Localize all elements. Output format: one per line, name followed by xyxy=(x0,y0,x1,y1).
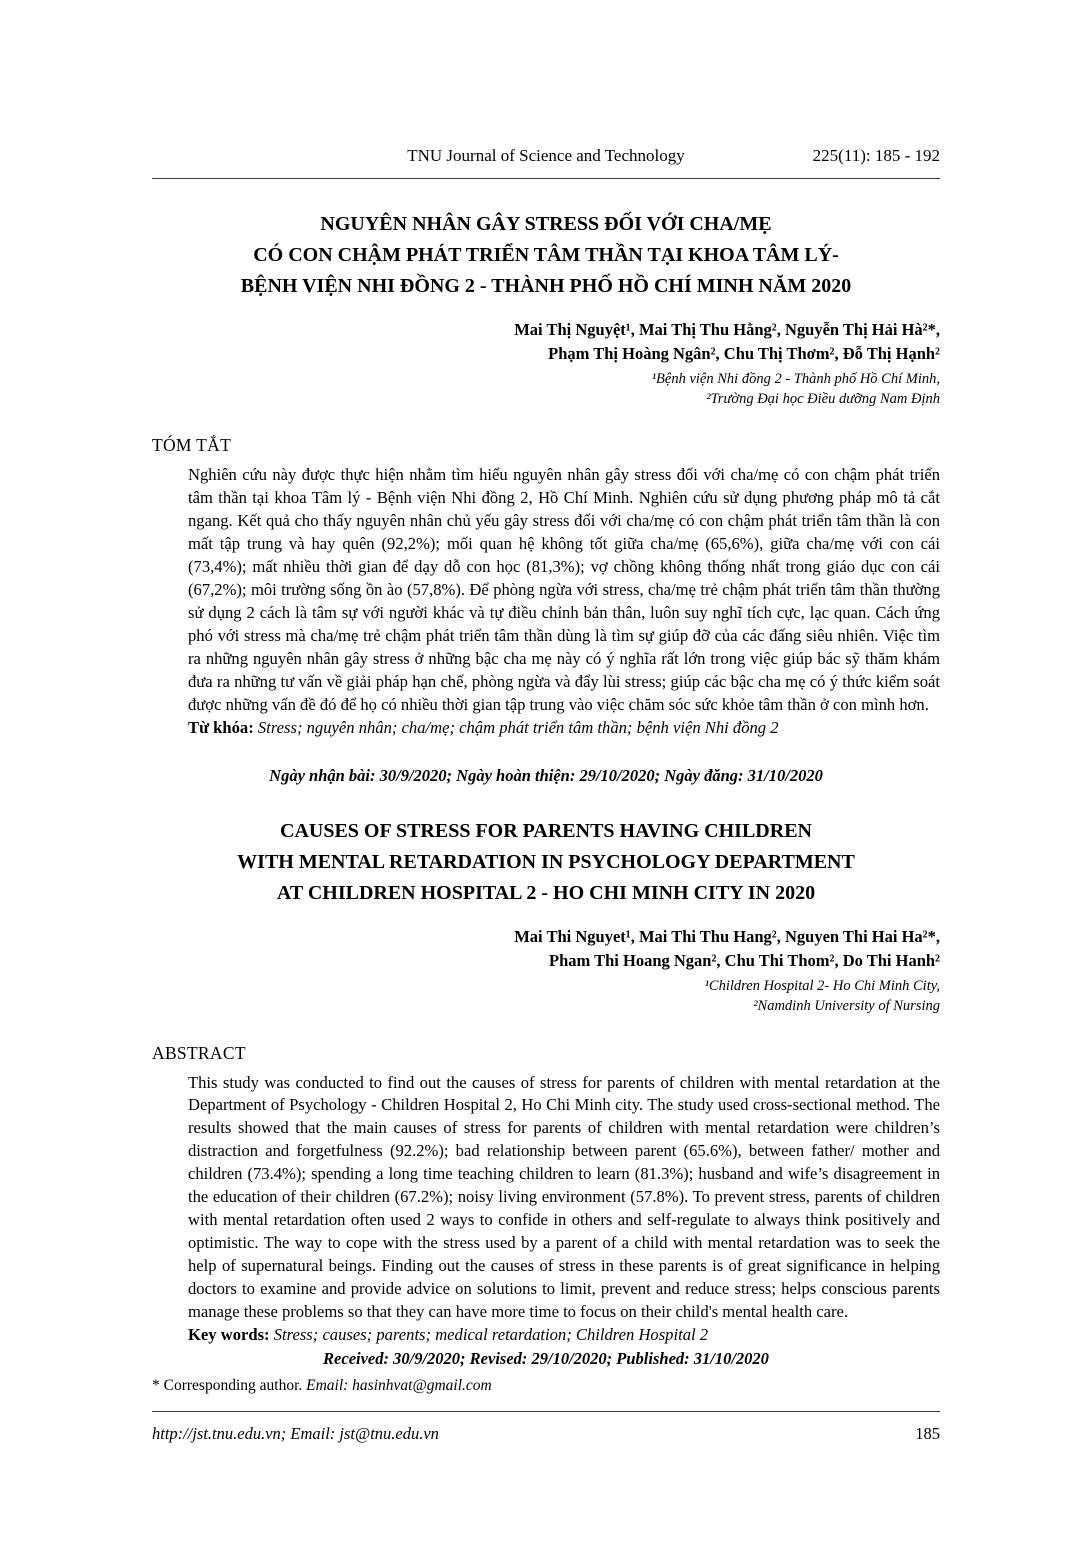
title-vi-line-2: CÓ CON CHẬM PHÁT TRIỂN TÂM THẦN TẠI KHOA TÂM LÝ- xyxy=(253,244,839,266)
affiliation-vi-line-2: ²Trường Đại học Điều dưỡng Nam Định xyxy=(706,391,940,408)
title-en-line-3: AT CHILDREN HOSPITAL 2 - HO CHI MINH CITY IN 2020 xyxy=(276,882,816,905)
corresponding-author-email: Email: hasinhvat@gmail.com xyxy=(306,1377,492,1395)
page-footer xyxy=(152,1412,940,1444)
authors-en-line-1: Mai Thi Nguyet¹, Mai Thi Thu Hang², Nguyen Thi Hai Ha²*, xyxy=(514,927,940,947)
authors-vietnamese xyxy=(152,318,940,366)
journal-name: TNU Journal of Science and Technology xyxy=(407,146,685,165)
keywords-vietnamese xyxy=(152,717,940,740)
keywords-english xyxy=(152,1324,940,1347)
affiliations-english xyxy=(152,976,940,1017)
journal-header xyxy=(152,146,940,166)
title-english xyxy=(152,816,940,909)
affiliation-en-line-2: ²Namdinh University of Nursing xyxy=(753,998,940,1015)
title-vi-line-3: BỆNH VIỆN NHI ĐỒNG 2 - THÀNH PHỐ HỒ CHÍ MINH NĂM 2020 xyxy=(240,275,852,297)
authors-vi-line-2: Phạm Thị Hoàng Ngân², Chu Thị Thơm², Đỗ Thị Hạnh² xyxy=(548,343,940,363)
authors-english xyxy=(152,925,940,973)
authors-vi-line-1: Mai Thị Nguyệt¹, Mai Thị Thu Hằng², Nguyễn Thị Hải Hà²*, xyxy=(514,320,940,339)
title-vi-line-1: NGUYÊN NHÂN GÂY STRESS ĐỐI VỚI CHA/MẸ xyxy=(320,213,772,235)
abstract-heading-english: ABSTRACT xyxy=(152,1042,246,1063)
dates-vietnamese: Ngày nhận bài: 30/9/2020; Ngày hoàn thiện: 29/10/2020; Ngày đăng: 31/10/2020 xyxy=(269,766,823,786)
abstract-heading-vietnamese: TÓM TẮT xyxy=(152,435,232,456)
keywords-terms-english: Stress; causes; parents; medical retardation; Children Hospital 2 xyxy=(273,1325,709,1345)
dates-english: Received: 30/9/2020; Revised: 29/10/2020; Published: 31/10/2020 xyxy=(323,1349,769,1369)
affiliation-vi-line-1: ¹Bệnh viện Nhi đồng 2 - Thành phố Hồ Chí Minh, xyxy=(651,370,940,387)
header-rule xyxy=(152,178,940,179)
title-en-line-2: WITH MENTAL RETARDATION IN PSYCHOLOGY DEPARTMENT xyxy=(237,851,855,874)
affiliations-vietnamese xyxy=(152,369,940,410)
corresponding-author-note xyxy=(152,1377,940,1395)
abstract-english: This study was conducted to find out the causes of stress for parents of children with mental retardation at the Department of Psychology - Children Hospital 2, Ho Chi Minh city. The study used cross-sectional method. The results showed that the main causes of stress for parents of children with mental retardation were children’s distraction and forgetfulness (92.2%); bad relationship between parent (65.6%), between father/ mother and children (73.4%); spending a long time teaching children to learn (81.3%); husband and wife’s disagreement in the education of their children (67.2%); noisy living environment (57.8%). To prevent stress, parents of children with mental retardation often used 2 ways to confide in others and self-regulate to always think positively and optimistic. The way to cope with the stress used by a parent of a child with mental retardation was to seek the help of supernatural beings. Finding out the causes of stress in these parents is of great significance in helping doctors to examine and provide advice on solutions to limit, prevent and reduce stress; helps conscious parents manage these problems so that they can have more time to focus on their child's mental health care. xyxy=(188,1072,940,1322)
journal-url: http://jst.tnu.edu.vn; Email: jst@tnu.edu.vn xyxy=(152,1424,439,1444)
corresponding-author-text: * Corresponding author. xyxy=(152,1377,303,1395)
affiliation-en-line-1: ¹Children Hospital 2- Ho Chi Minh City, xyxy=(704,977,940,994)
keywords-terms-vietnamese: Stress; nguyên nhân; cha/mẹ; chậm phát triển tâm thần; bệnh viện Nhi đồng 2 xyxy=(257,718,779,738)
keywords-label-english: Key words: xyxy=(188,1325,270,1345)
authors-en-line-2: Pham Thi Hoang Ngan², Chu Thi Thom², Do Thi Hanh² xyxy=(549,950,940,970)
title-en-line-1: CAUSES OF STRESS FOR PARENTS HAVING CHILDREN xyxy=(280,820,812,843)
issue-info: 225(11): 185 - 192 xyxy=(812,146,940,165)
page-number: 185 xyxy=(915,1424,940,1444)
abstract-vietnamese: Nghiên cứu này được thực hiện nhằm tìm hiểu nguyên nhân gây stress đối với cha/mẹ có con chậm phát triển tâm thần tại khoa Tâm lý - Bệnh viện Nhi đồng 2, Hồ Chí Minh. Nghiên cứu sử dụng phương pháp mô tả cắt ngang. Kết quả cho thấy nguyên nhân chủ yếu gây stress đối với cha/mẹ có con chậm phát triển tâm thần là con mất tập trung và hay quên (92,2%); mối quan hệ không tốt giữa cha/mẹ (65,6%), giữa cha/mẹ với con cái (73,4%); mất nhiều thời gian để dạy dỗ con học (81,3%); vợ chồng không thống nhất trong giáo dục con cái (67,2%); môi trường sống ồn ào (57,8%). Để phòng ngừa với stress, cha/mẹ trẻ chậm phát triển tâm thần thường sử dụng 2 cách là tâm sự với người khác và tự điều chỉnh bản thân, luôn suy nghĩ tích cực, lạc quan. Cách ứng phó với stress mà cha/mẹ trẻ chậm phát triển tâm thần dùng là tìm sự giúp đỡ của các đấng siêu nhiên. Việc tìm ra những nguyên nhân gây stress ở những bậc cha mẹ này có ý nghĩa rất lớn trong việc giúp bác sỹ thăm khám đưa ra những tư vấn về giải pháp hạn chế, phòng ngừa và đẩy lùi stress; giúp các bậc cha mẹ có ý thức kiểm soát được những vấn đề đó để họ có nhiều thời gian tập trung vào việc chăm sóc sức khỏe tâm thần ở con mình hơn. xyxy=(188,465,940,715)
keywords-label-vietnamese: Từ khóa: xyxy=(188,718,254,738)
title-vietnamese xyxy=(152,209,940,302)
